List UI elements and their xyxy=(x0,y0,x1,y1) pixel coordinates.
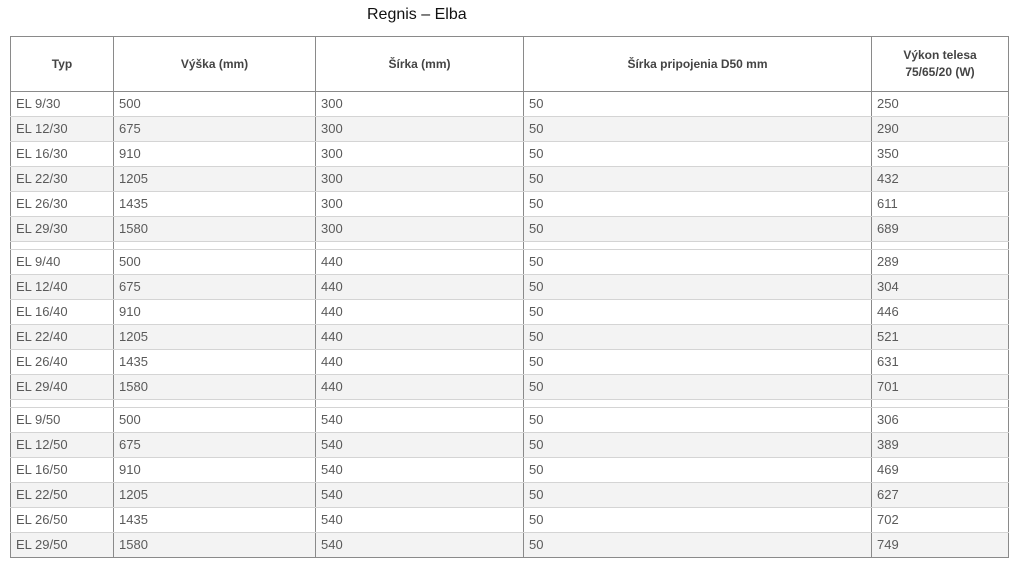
column-header-vykon xyxy=(872,37,1009,92)
cell-sirka: 300 xyxy=(316,117,524,142)
cell-vykon: 689 xyxy=(872,217,1009,242)
table-row xyxy=(11,275,1009,300)
cell-typ: EL 12/40 xyxy=(11,275,114,300)
cell-vykon: 611 xyxy=(872,192,1009,217)
cell-typ: EL 26/40 xyxy=(11,350,114,375)
cell-pripojenie: 50 xyxy=(524,167,872,192)
cell-pripojenie: 50 xyxy=(524,458,872,483)
column-header-pripojenie: Šírka pripojenia D50 mm xyxy=(524,37,872,92)
column-header-vyska: Výška (mm) xyxy=(114,37,316,92)
cell-sirka: 440 xyxy=(316,325,524,350)
cell-vyska: 1580 xyxy=(114,375,316,400)
cell-typ: EL 9/30 xyxy=(11,92,114,117)
separator-cell xyxy=(316,400,524,408)
cell-typ: EL 29/50 xyxy=(11,533,114,558)
column-header-vykon-line1: Výkon telesa xyxy=(903,48,977,62)
table-row xyxy=(11,433,1009,458)
cell-sirka: 540 xyxy=(316,508,524,533)
cell-vykon: 304 xyxy=(872,275,1009,300)
table-row xyxy=(11,508,1009,533)
cell-pripojenie: 50 xyxy=(524,275,872,300)
column-header-typ: Typ xyxy=(11,37,114,92)
cell-vykon: 289 xyxy=(872,250,1009,275)
table-row xyxy=(11,217,1009,242)
column-header-sirka: Šírka (mm) xyxy=(316,37,524,92)
table-row xyxy=(11,350,1009,375)
cell-vykon: 701 xyxy=(872,375,1009,400)
table-row xyxy=(11,142,1009,167)
cell-pripojenie: 50 xyxy=(524,142,872,167)
cell-vyska: 1435 xyxy=(114,508,316,533)
cell-pripojenie: 50 xyxy=(524,350,872,375)
cell-sirka: 300 xyxy=(316,167,524,192)
table-row xyxy=(11,192,1009,217)
cell-sirka: 440 xyxy=(316,375,524,400)
cell-pripojenie: 50 xyxy=(524,250,872,275)
table-header xyxy=(11,37,1009,92)
cell-vykon: 306 xyxy=(872,408,1009,433)
cell-vyska: 1435 xyxy=(114,350,316,375)
cell-pripojenie: 50 xyxy=(524,508,872,533)
separator-cell xyxy=(872,400,1009,408)
cell-vyska: 500 xyxy=(114,92,316,117)
cell-pripojenie: 50 xyxy=(524,92,872,117)
table-row xyxy=(11,458,1009,483)
separator-cell xyxy=(524,400,872,408)
cell-pripojenie: 50 xyxy=(524,533,872,558)
cell-pripojenie: 50 xyxy=(524,408,872,433)
cell-sirka: 540 xyxy=(316,433,524,458)
cell-sirka: 300 xyxy=(316,142,524,167)
cell-pripojenie: 50 xyxy=(524,433,872,458)
radiator-spec-table xyxy=(10,36,1009,558)
cell-sirka: 540 xyxy=(316,458,524,483)
cell-sirka: 540 xyxy=(316,408,524,433)
cell-typ: EL 26/30 xyxy=(11,192,114,217)
cell-typ: EL 16/50 xyxy=(11,458,114,483)
cell-vyska: 1580 xyxy=(114,217,316,242)
group-separator-row xyxy=(11,242,1009,250)
cell-vyska: 500 xyxy=(114,408,316,433)
separator-cell xyxy=(114,242,316,250)
cell-vyska: 1205 xyxy=(114,483,316,508)
table-row xyxy=(11,483,1009,508)
cell-vykon: 290 xyxy=(872,117,1009,142)
cell-vyska: 675 xyxy=(114,275,316,300)
cell-vykon: 389 xyxy=(872,433,1009,458)
cell-sirka: 540 xyxy=(316,533,524,558)
cell-pripojenie: 50 xyxy=(524,117,872,142)
table-row xyxy=(11,533,1009,558)
cell-typ: EL 29/30 xyxy=(11,217,114,242)
table-row xyxy=(11,300,1009,325)
cell-pripojenie: 50 xyxy=(524,325,872,350)
cell-typ: EL 12/30 xyxy=(11,117,114,142)
cell-typ: EL 22/50 xyxy=(11,483,114,508)
cell-sirka: 300 xyxy=(316,217,524,242)
cell-vyska: 910 xyxy=(114,142,316,167)
cell-typ: EL 12/50 xyxy=(11,433,114,458)
table-row xyxy=(11,325,1009,350)
cell-typ: EL 16/30 xyxy=(11,142,114,167)
cell-pripojenie: 50 xyxy=(524,300,872,325)
cell-sirka: 440 xyxy=(316,350,524,375)
cell-vyska: 500 xyxy=(114,250,316,275)
cell-vyska: 910 xyxy=(114,458,316,483)
header-row xyxy=(11,37,1009,92)
cell-vyska: 1205 xyxy=(114,167,316,192)
table-row xyxy=(11,117,1009,142)
cell-typ: EL 22/40 xyxy=(11,325,114,350)
cell-typ: EL 22/30 xyxy=(11,167,114,192)
cell-sirka: 300 xyxy=(316,92,524,117)
column-header-vykon-line2: 75/65/20 (W) xyxy=(905,65,975,79)
separator-cell xyxy=(114,400,316,408)
cell-vyska: 1435 xyxy=(114,192,316,217)
separator-cell xyxy=(11,242,114,250)
group-separator-row xyxy=(11,400,1009,408)
cell-vykon: 631 xyxy=(872,350,1009,375)
cell-vyska: 675 xyxy=(114,433,316,458)
table-row xyxy=(11,250,1009,275)
cell-vyska: 1580 xyxy=(114,533,316,558)
table-row xyxy=(11,408,1009,433)
separator-cell xyxy=(872,242,1009,250)
cell-vykon: 250 xyxy=(872,92,1009,117)
cell-pripojenie: 50 xyxy=(524,192,872,217)
cell-vykon: 749 xyxy=(872,533,1009,558)
cell-vyska: 910 xyxy=(114,300,316,325)
separator-cell xyxy=(11,400,114,408)
cell-vykon: 521 xyxy=(872,325,1009,350)
cell-vyska: 1205 xyxy=(114,325,316,350)
separator-cell xyxy=(524,242,872,250)
page-title: Regnis – Elba xyxy=(367,6,467,23)
cell-vykon: 702 xyxy=(872,508,1009,533)
cell-typ: EL 9/40 xyxy=(11,250,114,275)
cell-pripojenie: 50 xyxy=(524,217,872,242)
table-row xyxy=(11,375,1009,400)
cell-typ: EL 29/40 xyxy=(11,375,114,400)
table-row xyxy=(11,92,1009,117)
cell-vykon: 469 xyxy=(872,458,1009,483)
cell-vykon: 446 xyxy=(872,300,1009,325)
cell-vykon: 627 xyxy=(872,483,1009,508)
table-row xyxy=(11,167,1009,192)
cell-pripojenie: 50 xyxy=(524,483,872,508)
cell-typ: EL 16/40 xyxy=(11,300,114,325)
cell-vyska: 675 xyxy=(114,117,316,142)
cell-sirka: 540 xyxy=(316,483,524,508)
cell-sirka: 440 xyxy=(316,300,524,325)
separator-cell xyxy=(316,242,524,250)
cell-sirka: 440 xyxy=(316,250,524,275)
cell-vykon: 432 xyxy=(872,167,1009,192)
cell-pripojenie: 50 xyxy=(524,375,872,400)
table-body xyxy=(11,92,1009,558)
cell-typ: EL 26/50 xyxy=(11,508,114,533)
cell-sirka: 440 xyxy=(316,275,524,300)
cell-vykon: 350 xyxy=(872,142,1009,167)
cell-typ: EL 9/50 xyxy=(11,408,114,433)
cell-sirka: 300 xyxy=(316,192,524,217)
